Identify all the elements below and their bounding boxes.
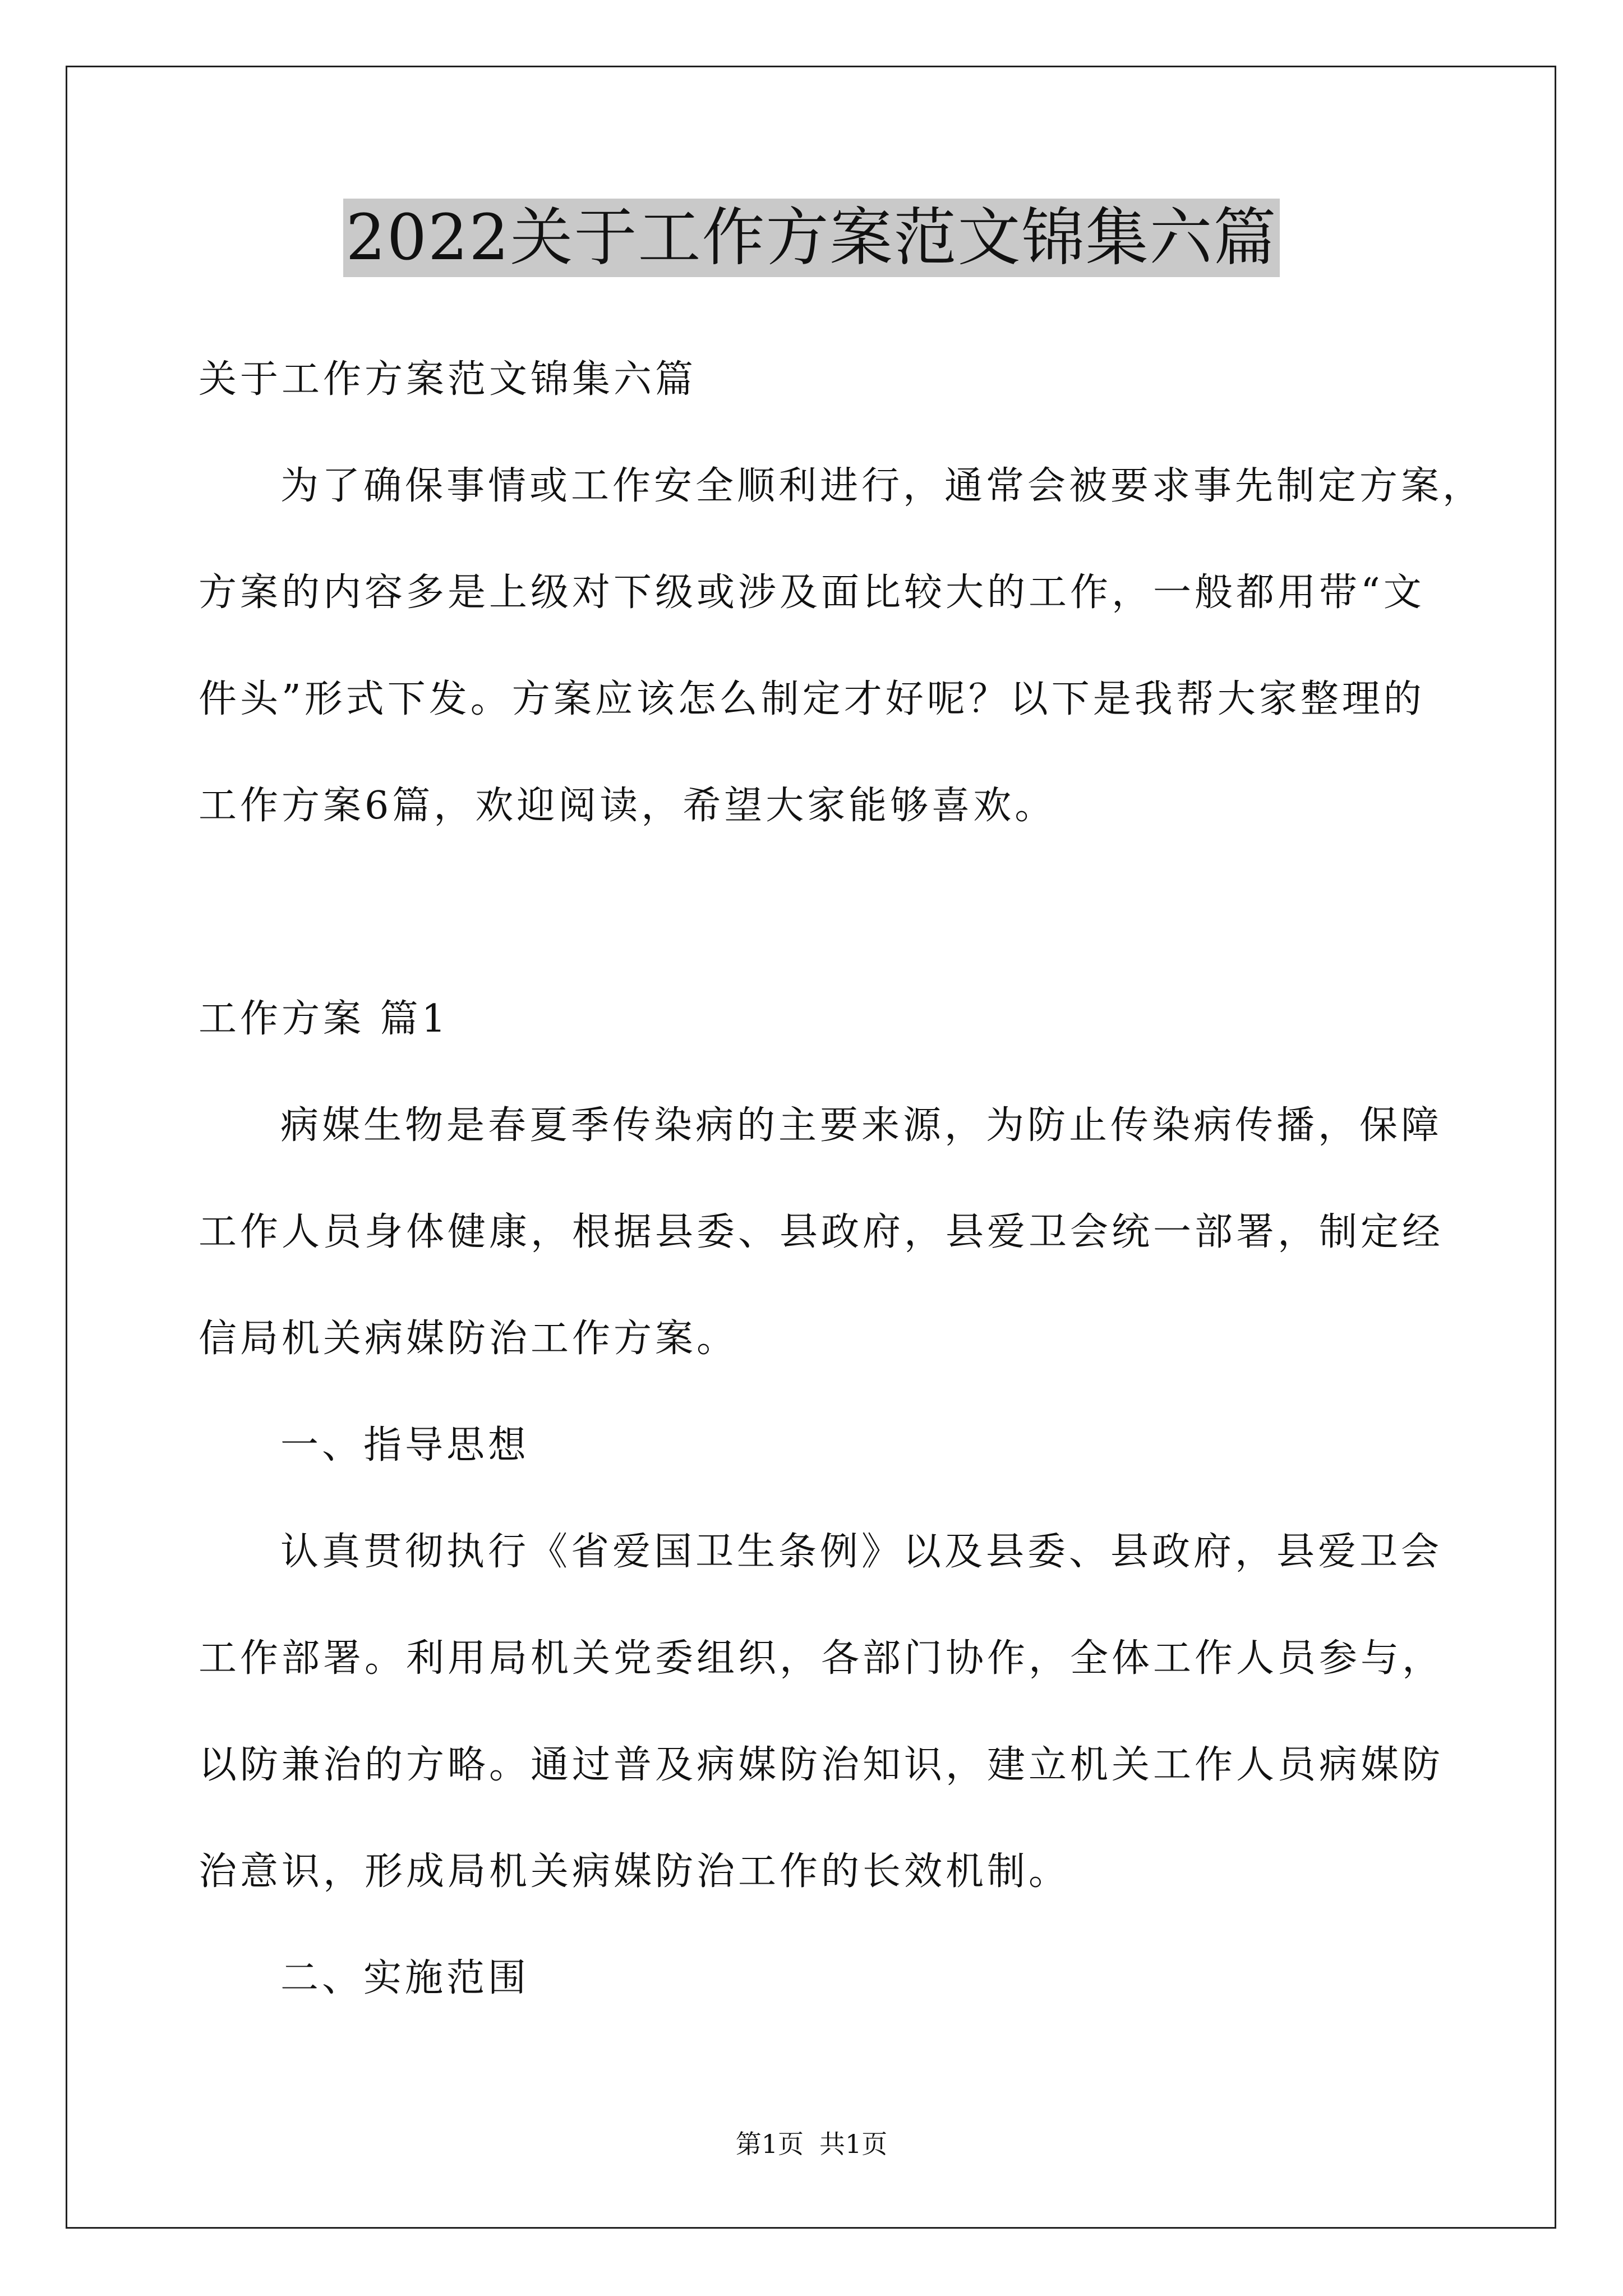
page-footer	[0, 2127, 1623, 2161]
section-heading: 工作方案 篇1	[199, 997, 449, 1041]
document-subtitle: 关于工作方案范文锦集六篇	[199, 357, 697, 402]
page-number-total: 共1页	[819, 2129, 888, 2159]
paragraph-line: 认真贯彻执行《省爱国卫生条例》以及县委、县政府，县爱卫会	[280, 1530, 1443, 1574]
paragraph-line: 信局机关病媒防治工作方案。	[199, 1317, 739, 1361]
subheading-scope: 二、实施范围	[280, 1956, 530, 2000]
paragraph-line: 以防兼治的方略。通过普及病媒防治知识，建立机关工作人员病媒防	[199, 1743, 1444, 1787]
title-container	[0, 199, 1623, 277]
intro-line-3: 件头”形式下发。方案应该怎么制定才好呢？以下是我帮大家整理的	[199, 677, 1425, 721]
intro-line-2: 方案的内容多是上级对下级或涉及面比较大的工作，一般都用带“文	[199, 570, 1425, 615]
paragraph-line: 工作部署。利用局机关党委组织，各部门协作，全体工作人员参与，	[199, 1636, 1444, 1681]
intro-line-1: 为了确保事情或工作安全顺利进行，通常会被要求事先制定方案，	[280, 464, 1484, 508]
document-title: 2022关于工作方案范文锦集六篇	[343, 199, 1279, 277]
subheading-guiding-ideology: 一、指导思想	[280, 1423, 530, 1467]
paragraph-line: 治意识，形成局机关病媒防治工作的长效机制。	[199, 1849, 1071, 1894]
paragraph-line: 工作人员身体健康，根据县委、县政府，县爱卫会统一部署，制定经	[199, 1210, 1444, 1254]
paragraph-line: 病媒生物是春夏季传染病的主要来源，为防止传染病传播，保障	[280, 1103, 1443, 1148]
page-number-current: 第1页	[735, 2129, 804, 2159]
intro-line-4: 工作方案6篇，欢迎阅读，希望大家能够喜欢。	[199, 784, 1057, 828]
